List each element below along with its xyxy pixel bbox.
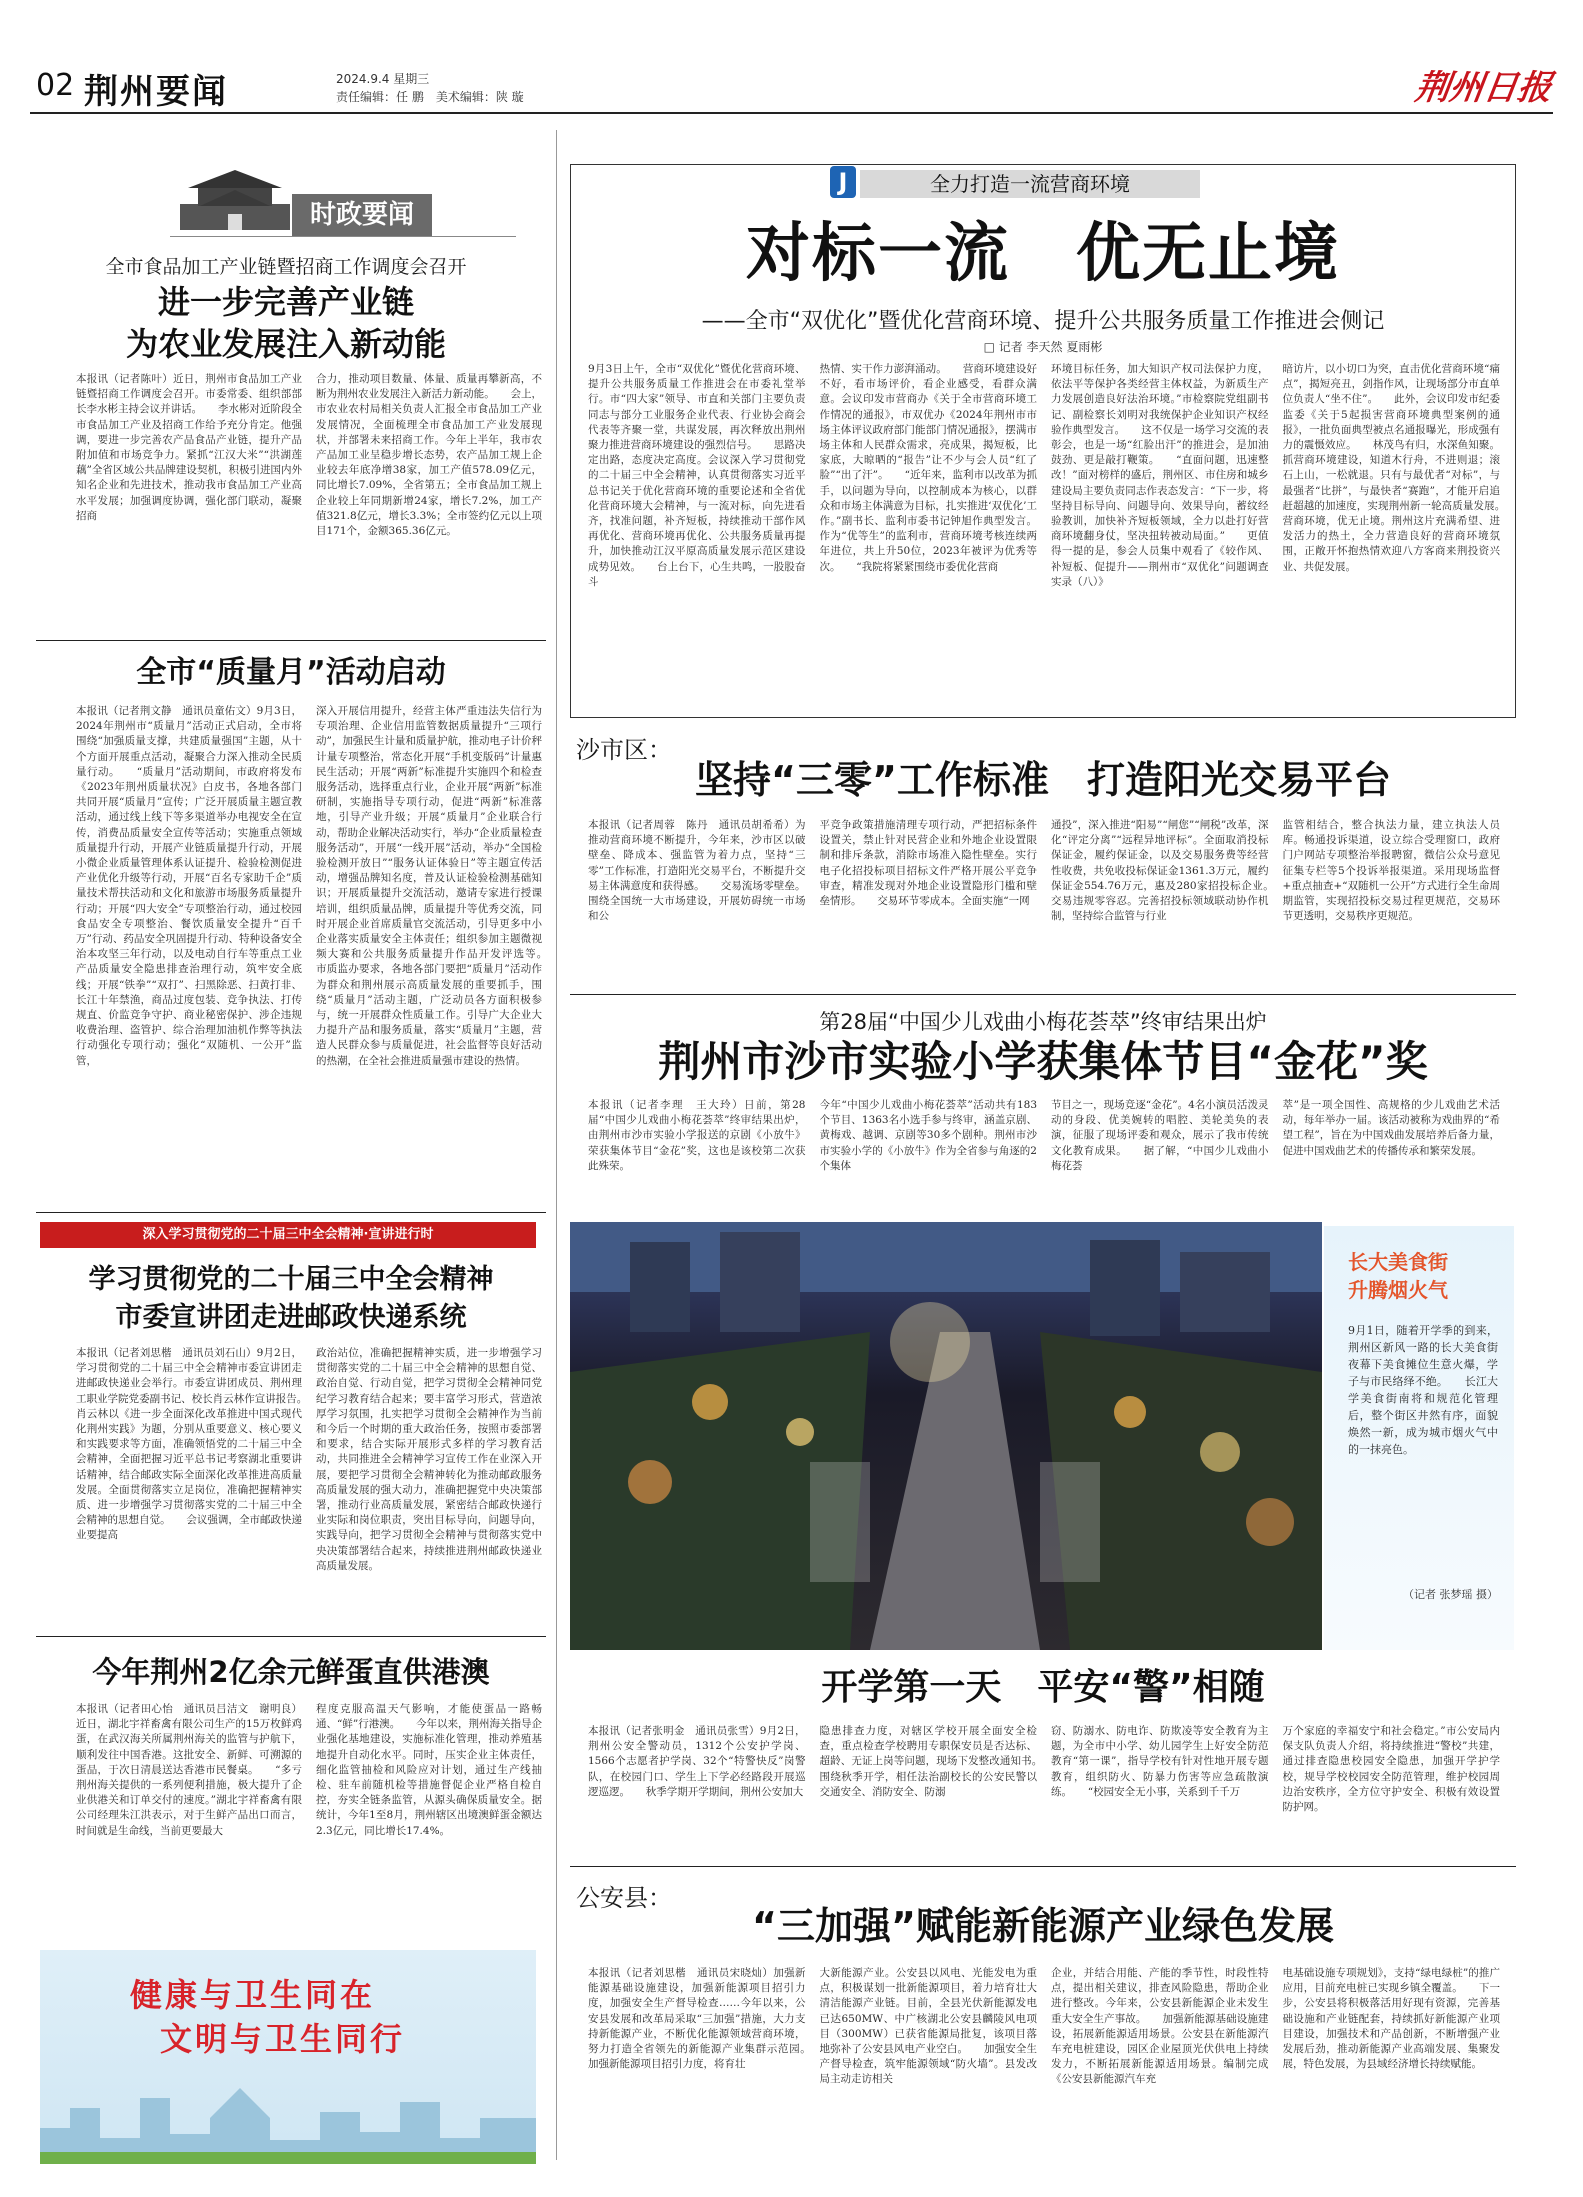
divider xyxy=(36,1636,546,1637)
theme-banner: 深入学习贯彻党的二十届三中全会精神·宣讲进行时 xyxy=(40,1222,536,1248)
masthead-rule xyxy=(30,112,1553,114)
ad-slogan-line2: 文明与卫生同行 xyxy=(160,2020,406,2058)
a6-col4: 萃”是一项全国性、高规格的少儿戏曲艺术活动，每年举办一届。该活动被称为戏曲界的“希望工程”，旨在为中国戏曲发展培养后备力量，促进中国戏曲艺术的传播传承和繁荣发展。 xyxy=(1282,1099,1500,1157)
divider xyxy=(570,994,1516,995)
a8-col2: 大新能源产业。公安县以风电、光能发电为重点，积极谋划一批新能源项目，着力培育壮大清洁能源产业链。目前，全县光伏新能源发电已达650MW、中广核湖北公安县麟陵风电项目（300MW）已获省能源局批复，该项目落地弥补了公安县风电产业空白。 加强安全生产督导检查，筑牢能源领域“防火墙”。县发改局主动走访相关 xyxy=(819,1967,1037,2086)
a2-col2: 深入开展信用提升，经营主体严重违法失信行为专项治理、企业信用监管数据质量提升“三项行动”，加强民生计量和质量护航，推动电子计价秤计量专项整治，常态化开展“手机变版码”计量惠民生活动；开展“两新”标准提升实施四个和检查服务活动，选择重点行业，企业开展“两新”标准研制，实施指导专项行动，促进“两新”标准落地，引导产业升级；开展“质量月”企业联合行动，帮助企业解决活动实行，举办“企业质量检查服务活动”，开展“一线开展”活动，举办“全国检验检测开放日”“服务认证体验日”等主题宣传活动，增强品牌知名度，普及认证检验检测基础知识；开展质量提升交流活动，邀请专家进行授课培训，组织质量品牌，质量提升等优秀交流，同时开展企业首席质量官交流活动，引导更多中小企业落实质量安全主体责任；组织参加主题微视频大赛和公共服务质量提升作品开发评选等。 市质监办要求，各地各部门要把“质量月”活动作为群众和荆州展示高质量发展的重要抓手，围绕“质量月”活动主题，广泛动员各方面积极参与，统一开展群众性质量工作。引导广大企业大力提升产品和服务质量，落实“质量月”主题，营造人民群众参与质量促进，社会监督等良好活动的热潮，在全社会推进质量强市建设的热情。 xyxy=(316,705,542,1067)
feature-col2: 热情、实干作力澎湃涌动。 营商环境建设好不好，看市场评价，看企业感受，看群众满意。会议印发市营商办《关于全市营商环境工作情况的通报》，市双优办《2024年荆州市市场主体评议政府部门能部门情况通报》，摆满市场主体和人民群众需求，亮成果，揭短板，比家底，大晾晒的“报告”让不少与会人员“红了脸”“出了汗”。 “近年来，监利市以改革为抓手，以问题为导向，以控制成本为核心，以群众和市场主体满意为目标，扎实推进‘双优化’工作。”副书长、监利市委书记钟旭作典型发言。作为“优等生”的监利市，营商环境考核连续两年进位，共上升50位，2023年被评为优秀等次。 “我院将紧紧围绕市委优化营商 xyxy=(819,363,1037,573)
a6-col3: 节目之一，现场竞逐“金花”。4名小演员活泼灵动的身段、优美婉转的唱腔、美轮美奂的表演，征服了现场评委和观众，展示了我市传统文化教育成果。 据了解，“中国少儿戏曲小梅花荟 xyxy=(1051,1099,1269,1172)
a4-col1: 本报讯（记者田心怡 通讯员吕洁文 谢明良）近日，湖北宇祥畜禽有限公司生产的15万枚鲜鸡蛋，在武汉海关所属荆州海关的监管与护航下，顺利发往中国香港。这批安全、新鲜、可溯源的蛋品，于次日清晨送达香港市民餐桌。 “多亏荆州海关提供的一系列便利措施，极大提升了企业供港关和订单交付的速度。”湖北宇祥畜禽有限公司经理朱江洪表示，对于生鲜产品出口而言，时间就是生命线，当前更要最大 xyxy=(76,1703,302,1837)
caption-title-line1: 长大美食街 xyxy=(1348,1250,1448,1274)
a3-title-line1: 学习贯彻党的二十届三中全会精神 xyxy=(88,1264,494,1295)
a8-col4: 电基础设施专项规划》，支持“绿电绿桩”的推广应用，目前充电桩已实现乡镇全覆盖。 下一步，公安县将积极落活用好现有资源，完善基础设施和产业链配套，持续抓好新能源产业项目建设，加强技术和产品创新，不断增强产业发展后劲，推动新能源产业高端发展、集聚发展，特色发展，为县域经济增长持续赋能。 xyxy=(1282,1967,1500,2071)
a6-col2: 今年“中国少儿戏曲小梅花荟萃”活动共有183个节目、1363名小选手参与终审，涵盖京剧、黄梅戏、越调、京剧等30多个剧种。荆州市沙市实验小学的《小放牛》作为全省参与角逐的2个集体 xyxy=(819,1099,1037,1172)
section-title: 荆州要闻 xyxy=(84,72,228,112)
a3-col2: 政治站位，准确把握精神实质，进一步增强学习贯彻落实党的二十届三中全会精神的思想自觉、政治自觉、行动自觉，把学习贯彻全会精神同党纪学习教育结合起来；要丰富学习形式，营造浓厚学习氛围，扎实把学习贯彻全会精神作为当前和今后一个时期的重大政治任务，按照市委部署和要求，结合实际开展形式多样的学习教育活动，共同推进全会精神学习宣传工作在业深入开展，要把学习贯彻全会精神转化为推动邮政服务高质量发展的强大动力，准确把握党中央决策部署，推动行业高质量发展，紧密结合邮政快递行业实际和岗位职责，突出目标导向，问题导向，实践导向，把学习贯彻全会精神与贯彻落实党中央决策部署结合起来，持续推进荆州邮政快递业高质量发展。 xyxy=(316,1347,542,1572)
a1-body xyxy=(76,372,542,632)
a1-title-line2: 为农业发展注入新动能 xyxy=(125,325,446,363)
ad-slogan-line1: 健康与卫生同在 xyxy=(130,1976,376,2014)
a6-subtitle: 第28届“中国少儿戏曲小梅花荟萃”终审结果出炉 xyxy=(819,1010,1267,1034)
a5-col3: 通投”，深入推进“阳易”“闸您”“闸税”改革，深化“评定分离”“远程异地评标”。全面取消投标保证金，履约保证金，以及交易服务费等经营性收费，共免收投标保证金1361.3万元，履约保证金554.76万元，惠及280家招投标企业。 交易违规零容忍。完善招投标领域联动协作机制，坚持综合监管与行业 xyxy=(1051,819,1269,923)
a1-col2: 合力，推动项目数量、体量、质量再攀新高，不断为荆州农业发展注入新活力新动能。 会上，市农业农村局相关负责人汇报全市食品加工产业发展情况，全面梳理全市食品加工产业发展现状，并部署未来招商工作。今年上半年，我市农产品加工业呈稳步增长态势，农产品加工规上企业较去年底净增38家，加工产值578.09亿元，同比增长7.09%，全省第五；全市食品加工规上企业较上年同期新增24家，增长7.2%，加工产值321.8亿元，增长3.3%；全市签约亿元以上项目171个，金额365.36亿元。 xyxy=(316,373,542,538)
a2-body xyxy=(76,704,542,1202)
feature-col1: 9月3日上午，全市“双优化”暨优化营商环境、提升公共服务质量工作推进会在市委礼堂举行。市“四大家”领导、市直和关部门主要负责同志与部分工业服务企业代表、行业协会商会代表等齐聚一堂，共谋发展，再次释放出荆州聚力推进营商环境建设的强烈信号。 思路决定出路，态度决定高度。会议深入学习贯彻党的二十届三中全会精神，认真贯彻落实习近平总书记关于优化营商环境的重要论述和全省优化营商环境大会精神，与一流对标，向先进看齐，找准问题，补齐短板，持续推动干部作风再优化、营商环境再优化、公共服务质量再提升，加快推动江汉平原高质量发展示范区建设成势见效。 台上台下，心生共鸣，一股股奋斗 xyxy=(588,363,806,588)
a3-col1: 本报讯（记者刘思楷 通讯员刘石山）9月2日，学习贯彻党的二十届三中全会精神市委宣讲团走进邮政快递业会举行。市委宣讲团成员、荆州理工职业学院党委副书记、校长肖云林作宣讲报告。 肖云林以《进一步全面深化改革推进中国式现代化荆州实践》为题，分别从重要意义、核心要义和实践要求等方面，准确领悟党的二十届三中全会精神，全面把握习近平总书记考察湖北重要讲话精神，结合邮政实际全面深化改革推进高质量发展。全面贯彻落实立足岗位，准确把握精神实质、进一步增强学习贯彻落实党的二十届三中全会精神的思想自觉。 会议强调，全市邮政快递业要提高 xyxy=(76,1347,302,1542)
editors-line: 责任编辑：任 鹏 美术编辑：陕 璇 xyxy=(336,90,524,104)
a8-title: “三加强”赋能新能源产业绿色发展 xyxy=(752,1904,1334,1948)
a3-body xyxy=(76,1346,542,1618)
photo-credit: （记者 张梦瑶 摄） xyxy=(1403,1588,1498,1601)
feature-body xyxy=(588,362,1500,702)
column-label-badge: 时政要闻 xyxy=(292,194,432,236)
a7-body xyxy=(588,1724,1500,1856)
caption-title-line2: 升腾烟火气 xyxy=(1348,1278,1448,1302)
a4-title: 今年荆州2亿余元鲜蛋直供港澳 xyxy=(92,1655,490,1689)
divider xyxy=(36,1212,546,1213)
a8-body xyxy=(588,1966,1500,2160)
a1-col1: 本报讯（记者陈叶）近日，荆州市食品加工产业链暨招商工作调度会召开。市委常委、组织部部长李水彬主持会议并讲话。 李水彬对近阶段全市食品加工产业及招商工作给予充分肯定。他强调，要进一步完善农产品食品产业链，提升产品附加值和市场竞争力。紧抓“江汉大米”“洪湖莲藕”全省区域公共品牌建设契机，积极引进国内外知名企业和先进技术，推动我市食品加工产业高水平发展；加强调度协调，强化部门联动，凝聚招商 xyxy=(76,373,302,522)
a6-title: 荆州市沙市实验小学获集体节目“金花”奖 xyxy=(658,1037,1428,1086)
column-separator xyxy=(556,130,557,2160)
a7-title: 开学第一天 平安“警”相随 xyxy=(821,1667,1265,1708)
a2-col1: 本报讯（记者荆文静 通讯员童佑文）9月3日，2024年荆州市“质量月”活动正式启动，全市将围绕“加强质量支撑，共建质量强国”主题，从十个方面开展重点活动，凝聚合力深入推动全民质量行动。 “质量月”活动期间，市政府将发布《2023年荆州质量状况》白皮书，各地各部门共同开展“质量月”宣传；广泛开展质量主题宣教活动，通过线上线下等多渠道举办电视安全在宣传，消费品质量安全宣传等活动；实施重点领域质量提升行动，开展产业链质量提升行动，开展小微企业质量管理体系认证提升、检验检测促进产业优化升级等行动，开展“百名专家助千企”质量技术帮扶活动和文化和旅游市场服务质量提升行动；开展“四大安全”专项整治行动，通过校园食品安全专项整治、餐饮质量安全提升“百千万”行动、药品安全巩固提升行动、特种设备安全治本攻坚三年行动，以及电动自行车等重点工业产品质量安全隐患排查治理行动，筑牢安全底线；开展“铁拳”“双打”、扫黑除恶、扫黄打非、长江十年禁渔，商品过度包装、竞争执法、打传规直、价监竞争守护、商业秘密保护、涉企违规收费治理、盗管护、综合治理加油机作弊等执法行动强化专项行动；强化“双随机、一公开”监管， xyxy=(76,705,302,1067)
a5-col2: 平竞争政策措施清理专项行动，严把招标条件设置关，禁止针对民营企业和外地企业设置限制和排斥条款，消除市场准入隐性壁垒。实行电子化招投标项目招标文件严格开展公平竞争审查，精准发现对外地企业设置隐形门槛和壁垒情形。 交易环节零成本。全面实施“一网 xyxy=(819,819,1037,908)
a3-title-line2: 市委宣讲团走进邮政快递系统 xyxy=(115,1302,467,1333)
feature-tag: 全力打造一流营商环境 xyxy=(860,170,1200,198)
a1-subtitle: 全市食品加工产业链暨招商工作调度会召开 xyxy=(105,256,467,278)
health-ad-panel xyxy=(40,1950,536,2164)
feature-subtitle: ——全市“双优化”暨优化营商环境、提升公共服务质量工作推进会侧记 xyxy=(701,309,1385,334)
feature-byline: □ 记者 李天然 夏雨彬 xyxy=(983,340,1103,354)
a6-body xyxy=(588,1098,1500,1210)
a2-title: 全市“质量月”活动启动 xyxy=(136,655,446,690)
page-number: 02 xyxy=(36,68,75,103)
a5-label: 沙市区： xyxy=(576,736,672,764)
a8-col1: 本报讯（记者刘思楷 通讯员宋晓灿）加强新能源基础设施建设，加强新能源项目招引力度，加强安全生产督导检查……今年以来，公安县发展和改革局采取“三加强”措施，大力支持新能源产业，不断优化能源领域营商环境，努力打造全省领先的新能源产业集群示范园。 加强新能源项目招引力度，将育壮 xyxy=(588,1967,806,2071)
food-street-photo xyxy=(570,1222,1322,1650)
column-label-rule xyxy=(170,236,516,237)
divider xyxy=(570,1866,1516,1867)
feature-col4: 暗访片，以小切口为突，直击优化营商环境“痛点”，揭短亮丑，剑指作风，让现场部分市直单位负责人“坐不住”。 此外，会议印发市纪委监委《关于5起损害营商环境典型案例的通报》，一批负面典型被点名通报曝光，形成强有力的震慑效应。 林茂鸟有归，水深鱼知聚。抓营商环境建设，知道木行舟，不进则退；滚石上山，一松就退。只有与最优者“对标”，与最强者“比拼”，与最快者“赛跑”，才能开启追赶超越的加速度，实现荆州新一轮高质量发展。 营商环境，优无止境。荆州这片充满希望、进发活力的热土，全力营造良好的营商环境氛围，正敞开怀抱热情欢迎八方客商来荆投资兴业、共促发展。 xyxy=(1282,363,1500,573)
newspaper-logo: 荆州日报 xyxy=(1412,68,1555,108)
feature-title: 对标一流 优无止境 xyxy=(746,217,1340,291)
a7-col1: 本报讯（记者张明金 通讯员张雪）9月2日，荆州公安全警动员，1312个公安护学岗、1566个志愿者护学岗、32个“特警快反”岗警队，在校园门口、学生上下学必经路段开展巡逻巡逻。 秋季学期开学期间，荆州公安加大 xyxy=(588,1725,806,1798)
a8-label: 公安县： xyxy=(576,1884,672,1912)
campaign-logo-icon: J xyxy=(830,166,856,198)
a7-col3: 窃、防溺水、防电诈、防欺凌等安全教育为主题，为全市中小学、幼儿园学生上好安全防范教育“第一课”，指导学校有针对性地开展专题教育，组织防火、防暴力伤害等应急疏散演练。 “校园安全无小事，关系到千千万 xyxy=(1051,1725,1269,1798)
divider xyxy=(36,640,546,641)
caption-text: 9月1日，随着开学季的到来，荆州区新风一路的长大美食街夜幕下美食摊位生意火爆，学子与市民络绎不绝。 长江大学美食街南将和规范化管理后，整个街区井然有序，面貌焕然一新，成为城市烟火气中的一抹亮色。 xyxy=(1348,1324,1498,1456)
a8-col3: 企业，并结合用能、产能的季节性，时段性特点，提出相关建议，排查风险隐患，帮助企业进行整改。今年来，公安县新能源企业未发生重大安全生产事故。 加强新能源基础设施建设，拓展新能源适用场景。公安县在新能源汽车充电桩建设，园区企业屋顶光伏供电上持续发力，不断拓展新能源适用场景。编制完成《公安县新能源汽车充 xyxy=(1051,1967,1269,2086)
a5-col1: 本报讯（记者周蓉 陈丹 通讯员胡希希）为推动营商环境不断提升，今年来，沙市区以破壁垒、降成本、强监管为着力点，坚持“三零”工作标准，打造阳光交易平台，不断提升交易主体满意度和获得感。 交易流场零壁垒。围绕全国统一大市场建设，开展妨碍统一市场和公 xyxy=(588,819,806,923)
skyline-illustration-icon xyxy=(40,2068,536,2164)
a5-body xyxy=(588,818,1500,986)
a4-col2: 程度克服高温天气影响，才能使蛋品一路畅通、“鲜”行港澳。 今年以来，荆州海关指导企业强化基地建设，实施标准化管理，推动养殖基地提升自动化水平。同时，压实企业主体责任，细化监管抽检和风险应对计划，通过生产线抽检、驻车前随机检等措施督促企业严格自检自控，夯实全链条监管，从源头确保质量安全。据统计，今年1至8月，荆州辖区出境澳鲜蛋金额达2.3亿元，同比增长17.4%。 xyxy=(316,1703,542,1837)
tower-illustration-icon xyxy=(170,164,300,234)
a5-col4: 监管相结合，整合执法力量，建立执法人员库。畅通投诉渠道，设立综合受理窗口，政府门户网站专项整治举报聘窗，微信公众号意见征集专栏等5个投诉举报渠道。采用现场监督+重点抽查+“双随机一公开”方式进行全生命周期监管，实现招投标交易过程更规范，交易环节更透明，交易秩序更规范。 xyxy=(1282,819,1500,923)
photo-caption-panel xyxy=(1324,1226,1514,1650)
a4-body xyxy=(76,1702,542,1930)
a7-col4: 万个家庭的幸福安宁和社会稳定。”市公安局内保支队负责人介绍，将持续推进“警校”共建，通过排查隐患校园安全隐患，加强开学护学校，规导学校校园安全防范管理，维护校园周边治安秩序，全方位守护安全、积极有效设置防护网。 xyxy=(1282,1725,1500,1814)
a1-title-line1: 进一步完善产业链 xyxy=(157,283,414,321)
issue-date: 2024.9.4 星期三 xyxy=(336,72,430,86)
a7-col2: 隐患排查力度，对辖区学校开展全面安全检查，重点检查学校聘用专职保安员是否达标、超龄、无证上岗等问题，现场下发整改通知书。 围绕秋季开学，相任法治副校长的公安民警以交通安全、消防安全、防溺 xyxy=(819,1725,1037,1798)
night-street-image xyxy=(570,1222,1322,1650)
a5-title: 坚持“三零”工作标准 打造阳光交易平台 xyxy=(695,758,1391,802)
feature-col3: 环境目标任务，加大知识产权司法保护力度，依法平等保护各类经营主体权益，为新质生产力发展创造良好法治环境。”市检察院党组副书记、副检察长刘明对我统保护企业知识产权经验作典型发言。 这不仅是一场学习交流的表彰会，也是一场“红脸出汗”的推进会，是加油鼓劲、更是敲打鞭策。 “直面问题，迅速整改！”面对榜样的盛后，荆州区、市住房和城乡建设局主要负责同志作表态发言：“下一步，将坚持目标导向、问题导向、效果导向，蓄纹经验教训，加快补齐短板领域，全力以赴打好营商环境翻身仗，坚决扭转被动局面。” 更值得一提的是，参会人员集中观看了《较作风、补短板、促提升——荆州市“双优化”问题调查实录（八）》 xyxy=(1051,363,1269,588)
a6-col1: 本报讯（记者李理 王大玲）日前，第28届“中国少儿戏曲小梅花荟萃”终审结果出炉，由荆州市沙市实验小学报送的京剧《小放牛》荣获集体节目“金花”奖，这也是该校第二次获此殊荣。 xyxy=(588,1099,806,1172)
